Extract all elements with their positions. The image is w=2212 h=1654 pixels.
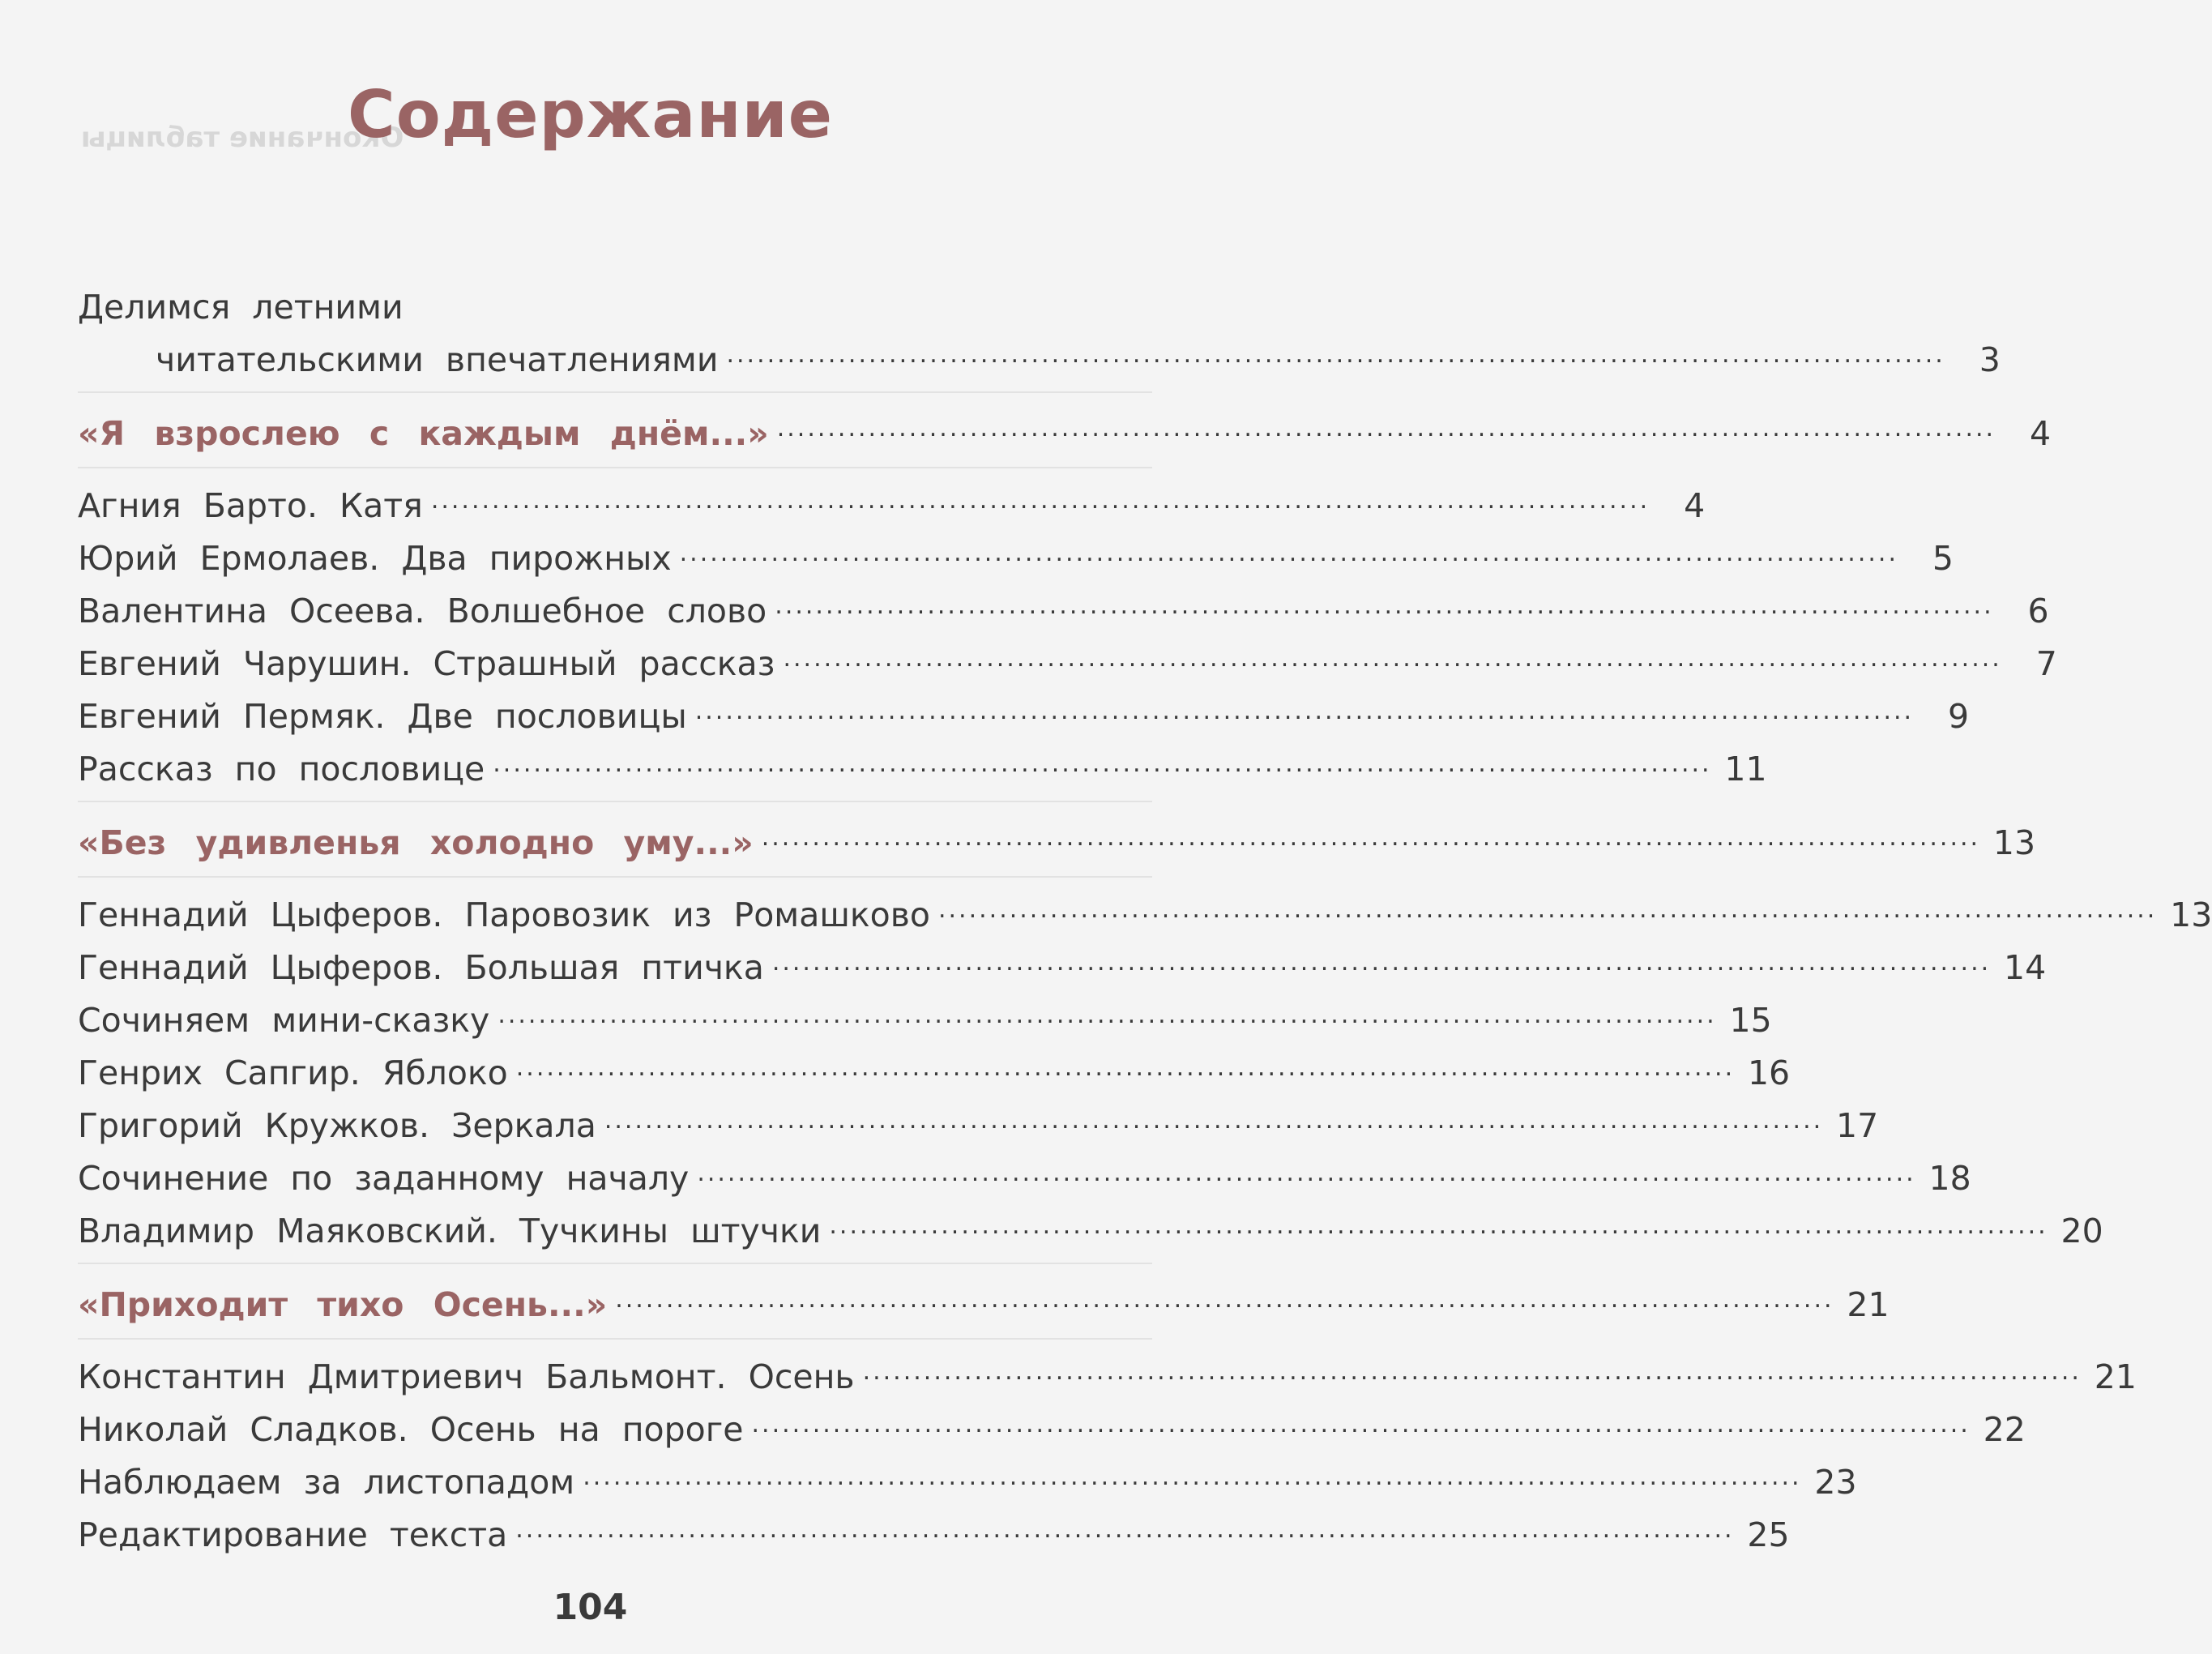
toc-entry[interactable]: Сочиняем мини-сказку ........................................................................................................................ 15 — [78, 989, 1152, 1042]
dot-leader: ........................................................................................................................ — [783, 644, 2002, 673]
toc-entry[interactable]: Николай Сладков. Осень на пороге ........................................................................................................................ 22 — [78, 1399, 1152, 1451]
page-ref: 14 — [2004, 948, 2047, 987]
dot-leader: ........................................................................................................................ — [430, 486, 1650, 515]
toc-entry[interactable]: Григорий Кружков. Зеркала ........................................................................................................................ 17 — [78, 1095, 1152, 1148]
page-ref: 13 — [1992, 823, 2036, 862]
page-ref: 17 — [1836, 1106, 1879, 1145]
page-ref: 16 — [1747, 1054, 1791, 1092]
page-ref: 5 — [1932, 539, 1954, 578]
toc-section-group — [78, 391, 2052, 467]
page-ref: 22 — [1983, 1410, 2026, 1449]
page-ref: 4 — [1684, 486, 1706, 525]
toc-entry[interactable]: Константин Дмитриевич Бальмонт. Осень ........................................................................................................................ 21 — [78, 1346, 1152, 1399]
page-number: 104 — [553, 1587, 628, 1628]
dot-leader: ........................................................................................................................ — [771, 948, 1992, 977]
dot-leader: ........................................................................................................................ — [515, 1515, 1735, 1544]
toc-entry[interactable]: Владимир Маяковский. Тучкины штучки ........................................................................................................................ 20 — [78, 1200, 1152, 1253]
dot-leader: ........................................................................................................................ — [775, 592, 1994, 620]
page-ref: 18 — [1928, 1159, 1971, 1198]
dot-leader: ........................................................................................................................ — [679, 539, 1898, 567]
page-ref: 7 — [2035, 644, 2057, 683]
dot-leader: ........................................................................................................................ — [862, 1357, 2082, 1386]
dot-leader: ........................................................................................................................ — [694, 697, 1915, 725]
dot-leader: ........................................................................................................................ — [604, 1106, 1824, 1135]
dot-leader: ........................................................................................................................ — [497, 1001, 1717, 1029]
page-ref: 23 — [1814, 1463, 1857, 1502]
toc-entry[interactable]: Геннадий Цыферов. Большая птичка ........................................................................................................................ 14 — [78, 937, 1152, 989]
page-ref: 21 — [1847, 1285, 1890, 1324]
dot-leader: ........................................................................................................................ — [615, 1285, 1834, 1314]
toc-intro-entry[interactable]: читательскими впечатлениями ........................................................................................................................ 3 — [78, 329, 1152, 382]
toc-items-group — [78, 467, 2057, 801]
toc-entry[interactable]: Юрий Ермолаев. Два пирожных ........................................................................................................................ 5 — [78, 528, 1152, 580]
toc-section-group — [78, 801, 2036, 876]
dot-leader: ........................................................................................................................ — [751, 1410, 1971, 1438]
page-ref: 25 — [1747, 1515, 1790, 1554]
toc-section-group — [78, 1263, 1890, 1338]
toc-entry[interactable]: Агния Барто. Катя ........................................................................................................................ 4 — [78, 475, 1152, 528]
toc-items-group — [78, 1338, 2137, 1566]
dot-leader: ........................................................................................................................ — [493, 750, 1712, 778]
dot-leader: ........................................................................................................................ — [583, 1463, 1802, 1491]
table-of-contents — [78, 274, 2212, 1566]
page-ref: 15 — [1729, 1001, 1772, 1040]
dot-leader: ........................................................................................................................ — [726, 340, 1945, 369]
toc-section-heading[interactable]: «Приходит тихо Осень...» ........................................................................................................................ 21 — [78, 1274, 1152, 1327]
toc-entry[interactable]: Редактирование текста ........................................................................................................................ 25 — [78, 1504, 1152, 1557]
page-ref: 9 — [1947, 697, 1970, 736]
toc-entry[interactable]: Геннадий Цыферов. Паровозик из Ромашково ........................................................................................................................ 13 — [78, 884, 1152, 937]
dot-leader: ........................................................................................................................ — [937, 895, 2158, 924]
dot-leader: ........................................................................................................................ — [697, 1159, 1916, 1187]
toc-entry[interactable]: Наблюдаем за листопадом ........................................................................................................................ 23 — [78, 1451, 1152, 1504]
page-ref: 21 — [2094, 1357, 2137, 1396]
page-ref: 11 — [1724, 750, 1767, 789]
dot-leader: ........................................................................................................................ — [776, 414, 1996, 442]
toc-items-group — [78, 876, 2212, 1263]
dot-leader: ........................................................................................................................ — [829, 1212, 2048, 1240]
dot-leader: ........................................................................................................................ — [761, 823, 1981, 852]
page-ref: 20 — [2060, 1212, 2103, 1250]
toc-section-heading[interactable]: «Без удивленья холодно уму...» ........................................................................................................................ 13 — [78, 812, 1152, 865]
toc-section-heading[interactable]: «Я взрослею с каждым днём...» ........................................................................................................................ 4 — [78, 403, 1152, 455]
page-ref: 13 — [2170, 895, 2212, 934]
page-ref: 4 — [2029, 414, 2052, 453]
dot-leader: ........................................................................................................................ — [515, 1054, 1736, 1082]
toc-entry[interactable]: Рассказ по пословице ........................................................................................................................ 11 — [78, 738, 1152, 791]
bleed-through-text: Окончание таблицы — [81, 122, 404, 154]
toc-intro-line1: Делимся летними — [78, 288, 404, 327]
page-ref: 3 — [1979, 340, 2001, 379]
toc-intro-group — [78, 274, 2001, 391]
toc-entry[interactable]: Сочинение по заданному началу ........................................................................................................................ 18 — [78, 1148, 1152, 1200]
toc-entry[interactable]: Евгений Пермяк. Две пословицы ........................................................................................................................ 9 — [78, 686, 1152, 738]
page-ref: 6 — [2027, 592, 2049, 630]
page-title: Содержание — [348, 77, 833, 152]
toc-entry[interactable]: Генрих Сапгир. Яблоко ........................................................................................................................ 16 — [78, 1042, 1152, 1095]
toc-entry[interactable]: Евгений Чарушин. Страшный рассказ ........................................................................................................................ 7 — [78, 633, 1152, 686]
toc-entry[interactable]: Валентина Осеева. Волшебное слово ........................................................................................................................ 6 — [78, 580, 1152, 633]
